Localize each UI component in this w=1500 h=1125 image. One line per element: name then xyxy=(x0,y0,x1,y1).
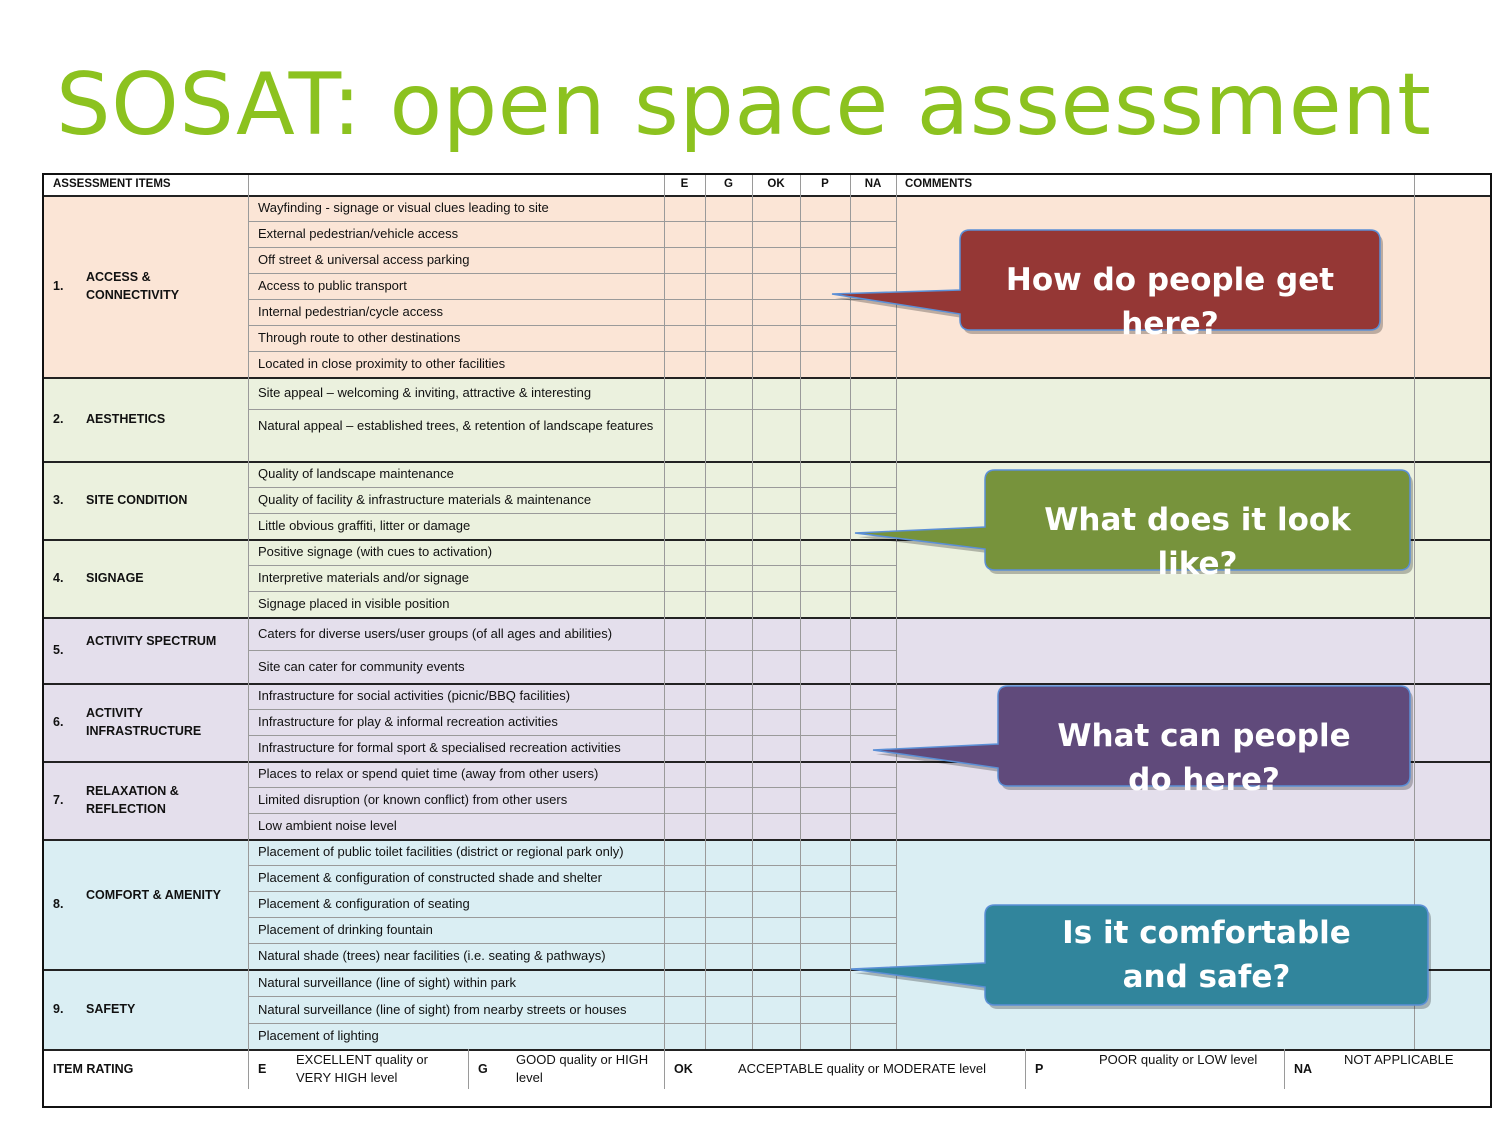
legend-description: EXCELLENT quality or VERY HIGH level xyxy=(296,1052,428,1085)
table-row-item: Located in close proximity to other facilities xyxy=(258,356,506,371)
table-row-item: Internal pedestrian/cycle access xyxy=(258,304,443,319)
table-row-item: Through route to other destinations xyxy=(258,330,461,345)
table-row-item: Limited disruption (or known conflict) from other users xyxy=(258,792,568,807)
table-row-item: Natural surveillance (line of sight) within park xyxy=(258,974,516,990)
table-row-item: Placement & configuration of constructed shade and shelter xyxy=(258,870,602,885)
legend-description: POOR quality or LOW level xyxy=(1099,1052,1258,1067)
page-title: SOSAT: open space assessment xyxy=(56,55,1432,155)
section-name: SITE CONDITION xyxy=(86,493,188,507)
table-row-item: Caters for diverse users/user groups (of all ages and abilities) xyxy=(258,625,613,641)
section-name: ACTIVITY INFRASTRUCTURE xyxy=(86,706,202,738)
table-row-item: Signage placed in visible position xyxy=(258,596,450,611)
header-rating-p: P xyxy=(821,178,829,190)
callout-text: What does it look like? xyxy=(1044,502,1351,582)
table-row-item: Natural surveillance (line of sight) from nearby streets or houses xyxy=(258,1001,627,1017)
table-row-item: Natural appeal – established trees, & retention of landscape features xyxy=(258,418,654,433)
section-number: 4. xyxy=(53,571,64,585)
table-row-item: Infrastructure for play & informal recreation activities xyxy=(258,714,558,729)
legend-code-ok: OK xyxy=(674,1062,693,1076)
header-rating-e: E xyxy=(680,178,689,190)
section-number: 5. xyxy=(53,643,64,657)
header-comments: COMMENTS xyxy=(905,178,973,190)
section-number: 6. xyxy=(53,715,64,729)
section-name: ACTIVITY SPECTRUM xyxy=(86,634,217,648)
header-assessment-items: ASSESSMENT ITEMS xyxy=(53,178,171,190)
table-row-item: External pedestrian/vehicle access xyxy=(258,226,459,241)
table-row-item: Infrastructure for formal sport & specialised recreation activities xyxy=(258,740,621,755)
table-row-item: Infrastructure for social activities (picnic/BBQ facilities) xyxy=(258,688,571,703)
section-number: 2. xyxy=(53,412,64,426)
callout-text: Is it comfortable and safe? xyxy=(1062,915,1351,995)
legend-code-g: G xyxy=(478,1062,488,1076)
table-row-item: Positive signage (with cues to activation) xyxy=(258,544,493,559)
header-rating-g: G xyxy=(724,178,733,190)
table-row-item: Placement & configuration of seating xyxy=(258,896,470,911)
header-rating-na: NA xyxy=(864,178,882,190)
section-name: RELAXATION & REFLECTION xyxy=(86,784,179,816)
item-rating-label: ITEM RATING xyxy=(53,1062,134,1076)
section-name: AESTHETICS xyxy=(86,412,166,426)
table-row-item: Wayfinding - signage or visual clues leading to site xyxy=(258,200,549,215)
legend-description: GOOD quality or HIGH level xyxy=(516,1052,649,1085)
table-row-item: Interpretive materials and/or signage xyxy=(258,570,470,585)
table-row-item: Placement of lighting xyxy=(258,1028,379,1043)
table-row-item: Access to public transport xyxy=(258,278,407,293)
callout-text: How do people get here? xyxy=(1005,262,1335,342)
section-name: ACCESS & CONNECTIVITY xyxy=(86,270,180,302)
header-rating-ok: OK xyxy=(767,178,785,190)
table-row-item: Site appeal – welcoming & inviting, attractive & interesting xyxy=(258,385,592,400)
table-row-item: Natural shade (trees) near facilities (i.e. seating & pathways) xyxy=(258,948,606,963)
section-name: SIGNAGE xyxy=(86,571,144,585)
legend-code-p: P xyxy=(1035,1062,1044,1076)
table-row-item: Little obvious graffiti, litter or damage xyxy=(258,518,471,533)
section-name: SAFETY xyxy=(86,1002,136,1016)
table-row-item: Placement of drinking fountain xyxy=(258,922,433,937)
legend-description: NOT APPLICABLE xyxy=(1344,1052,1454,1067)
table-row-item: Quality of landscape maintenance xyxy=(258,466,454,481)
section-number: 3. xyxy=(53,493,64,507)
section-number: 9. xyxy=(53,1002,64,1016)
table-row-item: Places to relax or spend quiet time (away from other users) xyxy=(258,766,599,781)
table-row-item: Off street & universal access parking xyxy=(258,252,470,267)
section-name: COMFORT & AMENITY xyxy=(86,888,221,902)
table-row-item: Low ambient noise level xyxy=(258,818,397,833)
section-number: 8. xyxy=(53,897,64,911)
table-row-item: Site can cater for community events xyxy=(258,658,465,674)
section-number: 1. xyxy=(53,279,64,293)
table-row-item: Placement of public toilet facilities (district or regional park only) xyxy=(258,844,624,859)
legend-description: ACCEPTABLE quality or MODERATE level xyxy=(738,1061,987,1076)
table-row-item: Quality of facility & infrastructure materials & maintenance xyxy=(258,492,592,507)
callout-text: What can people do here? xyxy=(1057,718,1351,798)
legend-code-na: NA xyxy=(1294,1062,1313,1076)
legend-code-e: E xyxy=(258,1062,267,1076)
section-number: 7. xyxy=(53,793,64,807)
